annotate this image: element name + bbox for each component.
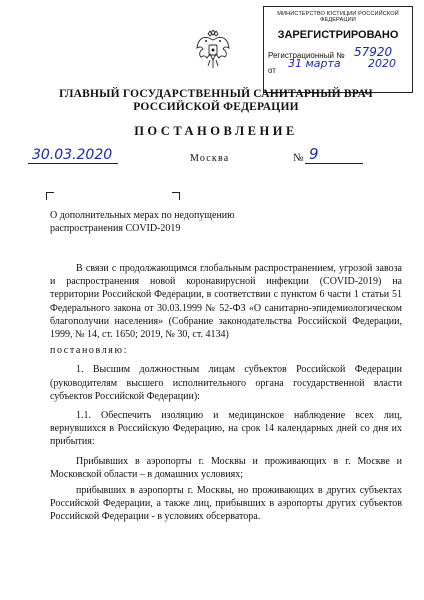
arrived-other-paragraph: прибывших в аэропорты г. Москвы, но проживающих в других субъектах Российской Федерации, а также лиц, прибывших в аэропорты других субъектов Российской Федерации - в условиях обсерватора. bbox=[50, 485, 402, 523]
document-number-label: № bbox=[293, 152, 304, 164]
arrived-moscow-paragraph: Прибывших в аэропорты г. Москвы и проживающих в г. Москве и Московской области – в домашних условиях; bbox=[50, 455, 402, 480]
document-number: 9 bbox=[305, 145, 363, 164]
document-subject: О дополнительных мерах по недопущению распространения COVID-2019 bbox=[50, 210, 235, 234]
stamp-reg-label: Регистрационный № bbox=[268, 51, 345, 60]
stamp-ministry: МИНИСТЕРСТВО ЮСТИЦИИ РОССИЙСКОЙ ФЕДЕРАЦИИ bbox=[277, 11, 399, 23]
document-body bbox=[50, 262, 402, 527]
document-date: 30.03.2020 bbox=[28, 147, 118, 164]
stamp-date-prefix: от bbox=[268, 66, 276, 75]
registration-stamp bbox=[263, 6, 413, 93]
document-city: Москва bbox=[190, 153, 230, 164]
document-type-heading: ПОСТАНОВЛЕНИЕ bbox=[134, 124, 298, 138]
stamp-date-line bbox=[268, 57, 408, 75]
issuer-title-line-1: ГЛАВНЫЙ ГОСУДАРСТВЕННЫЙ САНИТАРНЫЙ ВРАЧ bbox=[59, 88, 373, 100]
item-1-paragraph: 1. Высшим должностным лицам субъектов Российской Федерации (руководителям высшего исполнительного органа государственной власти субъектов Российской Федерации): bbox=[50, 364, 402, 402]
resolve-word: постановляю: bbox=[50, 345, 128, 357]
preamble-paragraph: В связи с продолжающимся глобальным распространением, угрозой завоза и распространения новой коронавирусной инфекции (COVID-2019) на территории Российской Федерации, в соответствии с пунктом 6 части 1 статьи 51 Федерального закона от 30.03.1999 № 52-ФЗ «О санитарно-эпидемиологическом благополучии населения» (Собрание законодательства Российской Федерации, 1999, № 14, ст. 1650; 2019, № 30, ст. 4134) bbox=[50, 263, 402, 341]
issuer-title-line-2: РОССИЙСКОЙ ФЕДЕРАЦИИ bbox=[133, 101, 299, 113]
stamp-date-hand: 31 марта bbox=[288, 57, 341, 70]
item-1-1-paragraph: 1.1. Обеспечить изоляцию и медицинское наблюдение всех лиц, вернувшихся в Российскую Федерацию, на срок 14 календарных дней со дня их прибытия: bbox=[50, 410, 402, 448]
subject-corner-right bbox=[172, 192, 180, 200]
russian-coat-of-arms-icon bbox=[196, 30, 230, 70]
stamp-year-hand: 2020 bbox=[368, 57, 396, 70]
stamp-reg-number: 57920 bbox=[354, 45, 393, 59]
subject-corner-left bbox=[46, 192, 54, 200]
stamp-registered: ЗАРЕГИСТРИРОВАНО bbox=[277, 29, 399, 41]
